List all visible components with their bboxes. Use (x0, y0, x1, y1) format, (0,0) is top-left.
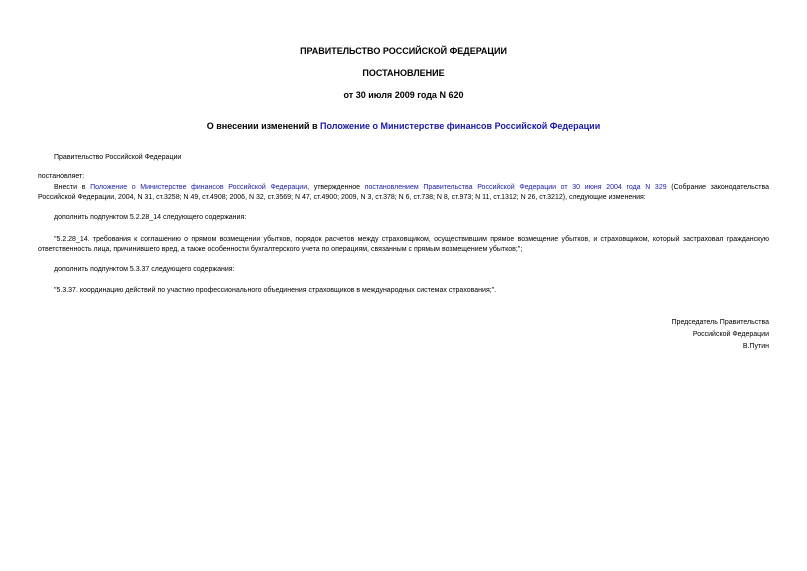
regulation-link[interactable]: Положение о Министерстве финансов Российской Федерации (90, 184, 308, 191)
paragraph-amendments-line-1: Внести в Положение о Министерстве финансов Российской Федерации, утвержденное постановлением Правительства Российской Федерации от 30 июня 2004 года N 329 (Собрание законодательства (54, 184, 769, 191)
paragraph-amendments (38, 183, 769, 203)
issuing-authority: ПРАВИТЕЛЬСТВО РОССИЙСКОЙ ФЕДЕРАЦИИ (300, 46, 507, 56)
subject-regulation-link[interactable]: Положение о Министерстве финансов Российской Федерации (320, 121, 601, 131)
resolves-text: постановляет: (38, 173, 85, 180)
resolution-329-link[interactable]: постановлением Правительства Российской Федерации от 30 июня 2004 года N 329 (364, 184, 667, 191)
document-type: ПОСТАНОВЛЕНИЕ (362, 68, 445, 78)
item-2-intro: дополнить подпунктом 5.3.37 следующего содержания: (54, 266, 235, 273)
item-2-text: "5.3.37. координацию действий по участию профессионального объединения страховщиков в международных системах страхования;". (54, 287, 497, 294)
signatory-title-line-2: Российской Федерации (692, 331, 769, 338)
item-1-text-line-1: "5.2.28_14. требования к соглашению о прямом возмещении убытков, порядок расчетов между страховщиком, осуществившим прямое возмещение убытков, и страховщиком, который застраховал гражданскую (54, 236, 769, 243)
signatory-title-line-1: Председатель Правительства (671, 319, 769, 326)
document-date-number: от 30 июля 2009 года N 620 (343, 90, 464, 100)
item-1-text-line-2: ответственность лица, причинившего вред, а также особенности бухгалтерского учета по операциям, связанным с прямым возмещением убытков;"; (38, 246, 523, 253)
item-1-intro: дополнить подпунктом 5.2.28_14 следующего содержания: (54, 214, 247, 221)
signature-block (672, 317, 769, 353)
intro-text: Правительство Российской Федерации (54, 154, 182, 161)
paragraph-amendments-line-2: Российской Федерации, 2004, N 31, ст.3258; N 49, ст.4908; 2006, N 32, ст.3569; N 47, ст.4900; 2009, N 3, ст.378; N 6, ст.738; N 8, ст.973; N 11, ст.1312; N 26, ст.3212), следующие изменения: (38, 194, 646, 201)
subject-prefix: О внесении изменений в (206, 121, 321, 131)
item-1-text (38, 235, 769, 255)
signatory-name: В.Путин (742, 343, 769, 350)
document-subject (0, 121, 807, 132)
